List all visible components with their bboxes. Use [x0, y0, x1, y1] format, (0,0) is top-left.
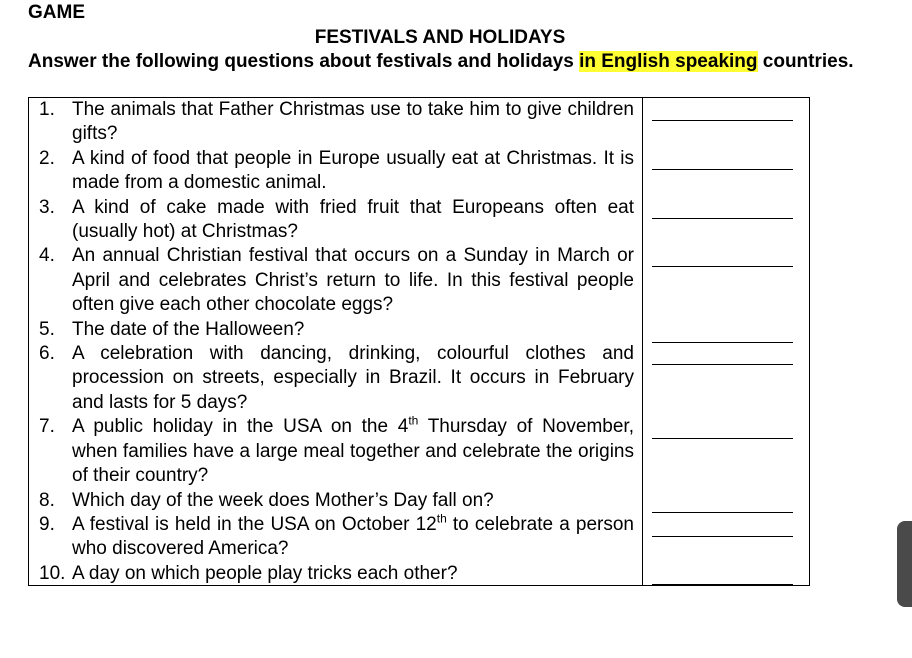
question-10 — [39, 562, 634, 586]
question-number: 6. — [39, 343, 55, 365]
answer-blank-3[interactable] — [652, 218, 793, 219]
answer-blank-1[interactable] — [652, 120, 793, 121]
instruction-rest: countries. — [762, 51, 854, 72]
question-number: 4. — [39, 245, 55, 267]
question-text: The date of the Halloween? — [72, 318, 305, 340]
question-number: 3. — [39, 196, 55, 218]
instruction-highlight: in English speaking — [579, 51, 758, 72]
instruction-text — [28, 50, 868, 74]
question-number: 8. — [39, 489, 55, 511]
page-title: FESTIVALS AND HOLIDAYS — [314, 27, 566, 48]
question-number: 9. — [39, 513, 55, 535]
quiz-table — [28, 97, 810, 586]
question-6 — [39, 342, 634, 415]
question-text: An annual Christian festival that occurs on a Sunday in March or April and celebrates Christ’s return to life. In this festival people often give each other chocolate eggs? — [72, 245, 634, 316]
question-text: A celebration with dancing, drinking, colourful clothes and procession on streets, especially in Brazil. It occurs in February and lasts for 5 days? — [72, 343, 634, 413]
question-number: 5. — [39, 318, 55, 340]
question-9 — [39, 513, 634, 562]
question-text: A public holiday in the USA on the 4th Thursday of November, when families have a large meal together and celebrate the origins of their country? — [72, 413, 634, 487]
answer-blank-7[interactable] — [652, 438, 793, 439]
question-1 — [39, 98, 634, 147]
question-7 — [39, 415, 634, 488]
scroll-handle[interactable] — [897, 521, 912, 607]
answer-blank-2[interactable] — [652, 169, 793, 170]
question-text: The animals that Father Christmas use to take him to give children gifts? — [72, 99, 634, 145]
answer-blank-6[interactable] — [652, 364, 793, 365]
question-text: Which day of the week does Mother’s Day fall on? — [72, 489, 494, 511]
question-number: 2. — [39, 147, 55, 169]
question-number: 10. — [39, 562, 66, 584]
answer-blank-8[interactable] — [652, 512, 793, 513]
question-text: A day on which people play tricks each other? — [72, 562, 458, 584]
question-5 — [39, 318, 634, 342]
answer-blank-5[interactable] — [652, 342, 793, 343]
answer-blank-10[interactable] — [652, 584, 793, 585]
question-text: A festival is held in the USA on October 12th to celebrate a person who discovered America? — [72, 511, 634, 560]
question-text: A kind of cake made with fried fruit that Europeans often eat (usually hot) at Christmas? — [72, 196, 634, 243]
question-4 — [39, 244, 634, 317]
column-divider — [642, 98, 643, 585]
question-2 — [39, 147, 634, 196]
game-label: GAME — [28, 2, 85, 23]
question-3 — [39, 196, 634, 245]
question-8 — [39, 489, 634, 513]
question-list — [39, 98, 634, 586]
answer-blank-4[interactable] — [652, 266, 793, 267]
instruction-plain: Answer the following questions about festivals and holidays — [28, 51, 574, 72]
answer-blank-9[interactable] — [652, 536, 793, 537]
question-number: 1. — [39, 99, 55, 120]
question-text: A kind of food that people in Europe usually eat at Christmas. It is made from a domestic animal. — [72, 147, 634, 194]
question-number: 7. — [39, 416, 55, 438]
